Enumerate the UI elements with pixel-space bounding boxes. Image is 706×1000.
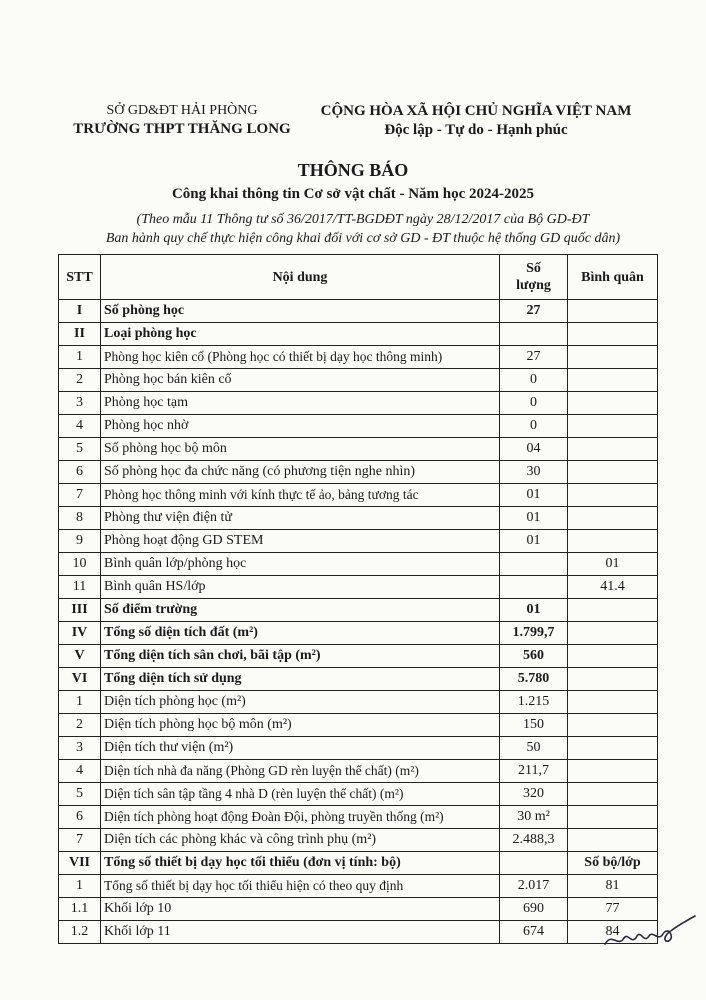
row-quantity: 30: [500, 461, 568, 484]
table-row: [59, 346, 658, 369]
row-stt: V: [59, 645, 101, 668]
legal-note-line1: (Theo mẫu 11 Thông tư số 36/2017/TT-BGDĐT ngày 28/12/2017 của Bộ GD-ĐT: [136, 212, 590, 227]
row-average: [568, 507, 658, 530]
row-content: Diện tích phòng hoạt động Đoàn Đội, phòng truyền thống (m²): [101, 806, 500, 829]
row-stt: 2: [59, 369, 101, 392]
row-content: Tổng số thiết bị dạy học tối thiểu hiện có theo quy định: [101, 875, 500, 898]
table-row: [59, 300, 658, 323]
row-stt: IV: [59, 622, 101, 645]
row-quantity: 01: [500, 599, 568, 622]
table-row: [59, 829, 658, 852]
row-content: Bình quân HS/lớp: [101, 576, 500, 599]
table-row: [59, 875, 658, 898]
national-motto: Độc lập - Tự do - Hạnh phúc: [384, 122, 568, 138]
row-quantity: 150: [500, 714, 568, 737]
row-average: [568, 737, 658, 760]
row-content: Số phòng học đa chức năng (có phương tiện nghe nhìn): [101, 461, 500, 484]
table-row: [59, 645, 658, 668]
row-quantity: 2.488,3: [500, 829, 568, 852]
table-row: [59, 576, 658, 599]
row-content: Số phòng học: [101, 300, 500, 323]
row-quantity: 1.799,7: [500, 622, 568, 645]
row-stt: 4: [59, 760, 101, 783]
table-row: [59, 461, 658, 484]
row-quantity: 320: [500, 783, 568, 806]
row-stt: I: [59, 300, 101, 323]
row-quantity: [500, 553, 568, 576]
legal-note: [30, 210, 696, 248]
row-stt: 6: [59, 461, 101, 484]
row-average: [568, 599, 658, 622]
row-content: Bình quân lớp/phòng học: [101, 553, 500, 576]
row-content: Diện tích phòng học bộ môn (m²): [101, 714, 500, 737]
row-content: Tổng diện tích sử dụng: [101, 668, 500, 691]
row-quantity: 0: [500, 415, 568, 438]
document-subtitle: Công khai thông tin Cơ sở vật chất - Năm học 2024-2025: [171, 186, 535, 202]
row-stt: 7: [59, 829, 101, 852]
row-average: [568, 806, 658, 829]
table-row: [59, 783, 658, 806]
table-row: [59, 898, 658, 921]
row-quantity: [500, 852, 568, 875]
row-stt: 1: [59, 691, 101, 714]
row-content: Tổng số thiết bị dạy học tối thiểu (đơn vị tính: bộ): [101, 852, 500, 875]
row-stt: 10: [59, 553, 101, 576]
row-quantity: 674: [500, 921, 568, 944]
row-quantity: 30 m²: [500, 806, 568, 829]
row-average: [568, 369, 658, 392]
row-quantity: 1.215: [500, 691, 568, 714]
row-average: [568, 714, 658, 737]
row-content: Phòng hoạt động GD STEM: [101, 530, 500, 553]
signature-mark: [600, 908, 700, 958]
row-quantity: 0: [500, 369, 568, 392]
issuer-block: [62, 103, 302, 138]
row-average: [568, 783, 658, 806]
row-stt: 9: [59, 530, 101, 553]
row-stt: VI: [59, 668, 101, 691]
row-stt: 6: [59, 806, 101, 829]
row-average: [568, 829, 658, 852]
row-quantity: 560: [500, 645, 568, 668]
header-quantity: Số lượng: [500, 255, 568, 300]
table-row: [59, 530, 658, 553]
row-quantity: 211,7: [500, 760, 568, 783]
row-average: 01: [568, 553, 658, 576]
row-stt: 5: [59, 438, 101, 461]
table-row: [59, 369, 658, 392]
table-body: [59, 300, 658, 944]
row-average: [568, 300, 658, 323]
row-quantity: 50: [500, 737, 568, 760]
row-content: Diện tích sân tập tầng 4 nhà D (rèn luyện thể chất) (m²): [101, 783, 500, 806]
row-average: [568, 530, 658, 553]
row-quantity: 0: [500, 392, 568, 415]
row-stt: VII: [59, 852, 101, 875]
table-row: [59, 852, 658, 875]
row-quantity: 04: [500, 438, 568, 461]
row-content: Số điểm trường: [101, 599, 500, 622]
table-row: [59, 484, 658, 507]
row-average: [568, 622, 658, 645]
row-average: [568, 691, 658, 714]
row-content: Diện tích thư viện (m²): [101, 737, 500, 760]
row-stt: 4: [59, 415, 101, 438]
header-average: Bình quân: [568, 255, 658, 300]
row-stt: 8: [59, 507, 101, 530]
facilities-table: [58, 254, 658, 944]
row-quantity: [500, 323, 568, 346]
table-row: [59, 622, 658, 645]
country-name: CỘNG HÒA XÃ HỘI CHỦ NGHĨA VIỆT NAM: [320, 103, 632, 119]
school-name: TRƯỜNG THPT THĂNG LONG: [73, 121, 291, 137]
row-stt: 3: [59, 737, 101, 760]
table-row: [59, 760, 658, 783]
row-stt: 2: [59, 714, 101, 737]
row-stt: II: [59, 323, 101, 346]
table-row: [59, 737, 658, 760]
row-content: Tổng số diện tích đất (m²): [101, 622, 500, 645]
document-title: THÔNG BÁO: [297, 160, 409, 180]
department-name: SỞ GD&ĐT HẢI PHÒNG: [106, 103, 258, 118]
row-content: Diện tích các phòng khác và công trình phụ (m²): [101, 829, 500, 852]
row-quantity: 27: [500, 346, 568, 369]
row-average: [568, 760, 658, 783]
table-header-row: [59, 255, 658, 300]
table-row: [59, 921, 658, 944]
row-average: [568, 668, 658, 691]
row-average: [568, 323, 658, 346]
row-quantity: 01: [500, 484, 568, 507]
row-stt: 1.1: [59, 898, 101, 921]
row-quantity: 690: [500, 898, 568, 921]
row-stt: 11: [59, 576, 101, 599]
row-average: 77: [568, 898, 658, 921]
row-content: Khối lớp 11: [101, 921, 500, 944]
table-row: [59, 415, 658, 438]
row-average: [568, 415, 658, 438]
row-stt: 1: [59, 346, 101, 369]
row-average: Số bộ/lớp: [568, 852, 658, 875]
row-content: Diện tích phòng học (m²): [101, 691, 500, 714]
table-row: [59, 668, 658, 691]
row-quantity: 2.017: [500, 875, 568, 898]
legal-note-line2: Ban hành quy chế thực hiện công khai đối với cơ sở GD - ĐT thuộc hệ thống GD quốc dân): [105, 231, 621, 246]
row-stt: 1: [59, 875, 101, 898]
row-stt: 3: [59, 392, 101, 415]
row-stt: 5: [59, 783, 101, 806]
table-row: [59, 691, 658, 714]
row-quantity: 01: [500, 530, 568, 553]
table-row: [59, 323, 658, 346]
row-quantity: [500, 576, 568, 599]
row-average: [568, 484, 658, 507]
row-quantity: 27: [500, 300, 568, 323]
table-row: [59, 392, 658, 415]
row-stt: 1.2: [59, 921, 101, 944]
header-content: Nội dung: [101, 255, 500, 300]
row-content: Diện tích nhà đa năng (Phòng GD rèn luyện thể chất) (m²): [101, 760, 500, 783]
row-average: [568, 461, 658, 484]
row-content: Tổng diện tích sân chơi, bãi tập (m²): [101, 645, 500, 668]
row-average: [568, 438, 658, 461]
row-stt: 7: [59, 484, 101, 507]
row-average: 81: [568, 875, 658, 898]
table-row: [59, 553, 658, 576]
table-row: [59, 599, 658, 622]
row-content: Phòng học tạm: [101, 392, 500, 415]
row-stt: III: [59, 599, 101, 622]
row-content: Phòng học thông minh với kính thực tế ảo, bảng tương tác: [101, 484, 500, 507]
row-average: 41.4: [568, 576, 658, 599]
row-average: [568, 392, 658, 415]
row-average: [568, 346, 658, 369]
row-content: Loại phòng học: [101, 323, 500, 346]
table-row: [59, 806, 658, 829]
row-quantity: 01: [500, 507, 568, 530]
row-content: Phòng học kiên cố (Phòng học có thiết bị dạy học thông minh): [101, 346, 500, 369]
table-row: [59, 507, 658, 530]
row-quantity: 5.780: [500, 668, 568, 691]
row-average: 84: [568, 921, 658, 944]
row-average: [568, 645, 658, 668]
table-row: [59, 438, 658, 461]
header-stt: STT: [59, 255, 101, 300]
row-content: Phòng học nhờ: [101, 415, 500, 438]
row-content: Phòng thư viện điện tử: [101, 507, 500, 530]
row-content: Số phòng học bộ môn: [101, 438, 500, 461]
row-content: Khối lớp 10: [101, 898, 500, 921]
table-row: [59, 714, 658, 737]
national-header: [306, 103, 646, 139]
row-content: Phòng học bán kiên cố: [101, 369, 500, 392]
